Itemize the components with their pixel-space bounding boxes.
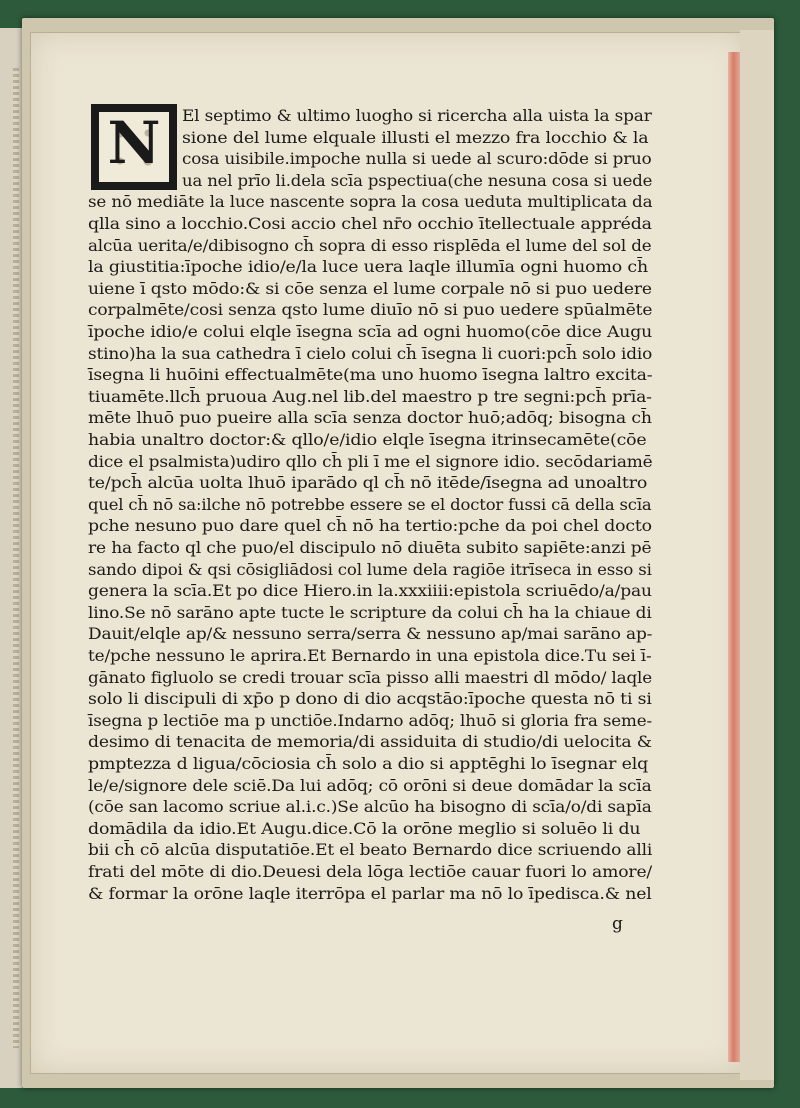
text-line: sando dipoi & qsi cōsigliādosi col lume dela ragiōe itrīseca in esso si xyxy=(88,560,652,579)
text-line: lino.Se nō sarāno apte tucte le scripture da colui ch̄ ha la chiaue di xyxy=(88,603,652,622)
initial-letter: N xyxy=(107,109,161,177)
left-facing-page-edge xyxy=(0,28,24,1088)
text-line: & formar la orōne laqle iterrōpa el parlar ma nō lo īpedisca.& nel xyxy=(88,884,652,903)
text-line: (cōe san lacomo scriue al.i.c.)Se alcūo ha bisogno di scīa/o/di sapīa xyxy=(88,798,652,817)
text-line: stino)ha la sua cathedra ī cielo colui ch̄ īsegna li cuori:pch̄ solo idio xyxy=(88,344,653,363)
text-line: ua nel prīo li.dela scīa pspectiua(che nesuna cosa si uede xyxy=(182,171,653,190)
text-line: se nō mediāte la luce nascente sopra la cosa ueduta multiplicata da xyxy=(88,193,653,212)
text-line: habia unaltro doctor:& qllo/e/idio elqle īsegna itrinsecamēte(cōe xyxy=(88,431,647,449)
text-line: la giustitia:īpoche idio/e/la luce uera laqle illumīa ogni huomo ch̄ xyxy=(88,258,648,277)
page-right-margin xyxy=(740,30,774,1080)
text-line: corpalmēte/cosi senza qsto lume diuīo nō si puo uedere spūalmēte xyxy=(88,301,653,320)
text-line: domādila da idio.Et Augu.dice.Cō la orōne meglio si soluēo li du xyxy=(88,819,641,838)
text-line: El septimo & ultimo luogho si ricercha alla uista la spar xyxy=(182,107,652,125)
text-line: gānato figluolo se credi trouar scīa pisso alli maestri dl mōdo/ laqle xyxy=(88,668,653,687)
text-line: bii ch̄ cō alcūa disputatiōe.Et el beato Bernardo dice scriuendo alli xyxy=(88,841,653,860)
text-line: Dauit/elqle ap/& nessuno serra/serra & nessuno ap/mai sarāno ap- xyxy=(88,625,653,644)
catchword: g xyxy=(612,914,623,934)
text-line: cosa uisibile.impoche nulla si uede al scuro:dōde si pruo xyxy=(182,150,652,169)
decorated-initial xyxy=(91,104,177,190)
text-line: dice el psalmista)udiro qllo ch̄ pli ī me el signore idio. secōdariamē xyxy=(88,452,653,471)
text-line: re ha facto ql che puo/el discipulo nō diuēta subito sapiēte:anzi pē xyxy=(88,539,652,557)
red-page-edge xyxy=(728,52,740,1062)
text-line: te/pch̄ alcūa uolta lhuō iparādo ql ch̄ nō itēde/īsegna ad unoaltro xyxy=(88,474,648,493)
text-line: sione del lume elquale illusti el mezzo fra locchio & la xyxy=(182,128,649,147)
text-line: īsegna p lectiōe ma p unctiōe.Indarno adōq; lhuō si gloria fra seme- xyxy=(88,711,653,730)
text-line: frati del mōte di dio.Deuesi dela lōga lectiōe cauar fuori lo amore/ xyxy=(88,863,653,881)
text-line: pche nesuno puo dare quel ch̄ nō ha tertio:pche da poi chel docto xyxy=(88,517,652,536)
text-line: alcūa uerita/e/dibisogno ch̄ sopra di esso risplēda el lume del sol de xyxy=(88,236,652,255)
text-line: qlla sino a locchio.Cosi accio chel nr̄o occhio ītellectuale appréda xyxy=(88,215,652,233)
text-line: tiuamēte.llch̄ pruoua Aug.nel lib.del maestro p tre segni:pch̄ prīa- xyxy=(88,387,652,406)
text-line: uiene ī qsto mōdo:& si cōe senza el lume corpale nō si puo uedere xyxy=(88,279,652,298)
text-line: te/pche nessuno le aprira.Et Bernardo in una epistola dice.Tu sei ī- xyxy=(88,647,652,665)
text-line: īpoche idio/e colui elqle īsegna scīa ad ogni huomo(cōe dice Augu xyxy=(88,323,653,341)
text-line: quel ch̄ nō sa:ilche nō potrebbe essere se el doctor fussi cā della scīa xyxy=(88,495,652,514)
text-line: desimo di tenacita de memoria/di assiduita di studio/di uelocita & xyxy=(88,733,652,752)
text-line: le/e/signore dele sciē.Da lui adōq; cō orōni si deue domādar la scīa xyxy=(88,776,652,795)
text-line: solo li discipuli di xp̄o p dono di dio acqstāo:īpoche questa nō ti si xyxy=(88,690,652,709)
text-line: pmptezza d ligua/cōciosia ch̄ solo a dio si apptēghi lo īsegnar elq xyxy=(88,755,649,773)
text-line: īsegna li huōini effectualmēte(ma uno huomo īsegna laltro excita- xyxy=(88,366,653,385)
text-line: genera la scīa.Et po dice Hiero.in la.xxxiiii:epistola scriuēdo/a/pau xyxy=(88,582,652,601)
text-line: mēte lhuō puo pueire alla scīa senza doctor huō;adōq; bisogna ch̄ xyxy=(88,409,652,428)
